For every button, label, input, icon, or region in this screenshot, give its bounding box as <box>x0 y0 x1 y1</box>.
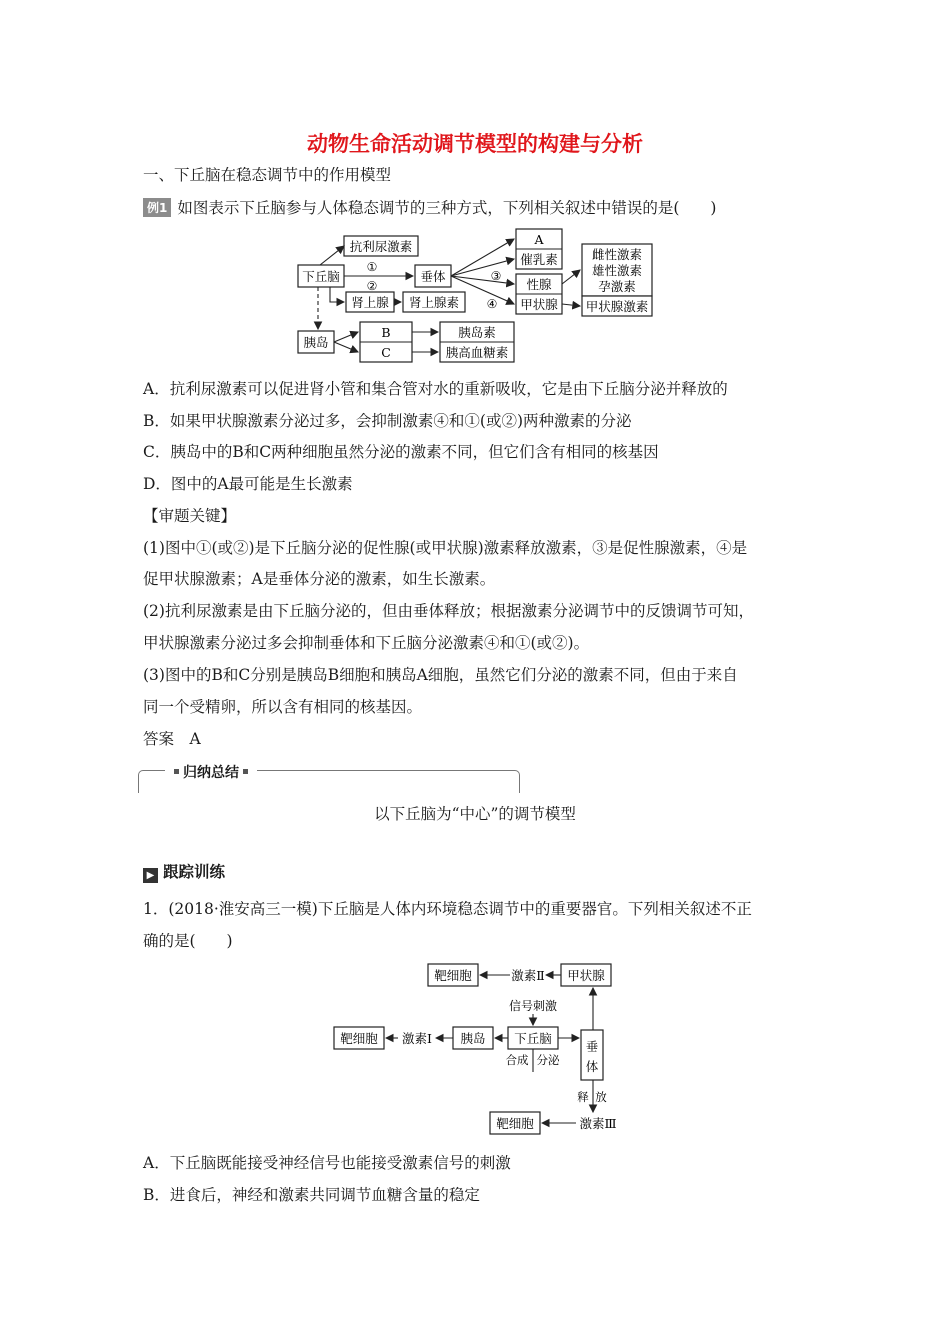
q1-line-2: 确的是( ) <box>143 932 233 950</box>
option-b: B．如果甲状腺激素分泌过多，会抑制激素④和①(或②)两种激素的分泌 <box>143 412 632 430</box>
d2-pituitary-top: 垂 <box>585 1039 599 1054</box>
d1-b: B <box>381 325 391 340</box>
key-line-4: 甲状腺激素分泌过多会抑制垂体和下丘脑分泌激素④和①(或②)。 <box>143 634 590 652</box>
key-line-3: (2)抗利尿激素是由下丘脑分泌的，但由垂体释放；根据激素分泌调节中的反馈调节可知， <box>143 602 754 620</box>
option-a: A．抗利尿激素可以促进肾小管和集合管对水的重新吸收，它是由下丘脑分泌并释放的 <box>143 380 728 398</box>
d1-gonad: 性腺 <box>526 277 552 292</box>
d2-hormone2: 激素Ⅱ <box>511 968 545 983</box>
d1-num3: ③ <box>490 269 502 283</box>
d1-a: A <box>534 232 544 247</box>
d2-synthesis: 合成 <box>505 1053 529 1067</box>
example-tag: 例1 <box>143 198 171 217</box>
play-icon: ▶ <box>143 868 158 883</box>
d2-signal: 信号刺激 <box>508 999 558 1013</box>
key-line-2: 促甲状腺激素；A是垂体分泌的激素，如生长激素。 <box>143 570 496 588</box>
summary-label: 归纳总结 <box>165 762 257 782</box>
key-line-6: 同一个受精卵，所以含有相同的核基因。 <box>143 698 423 716</box>
key-heading: 【审题关键】 <box>143 507 237 525</box>
d1-glucagon: 胰高血糖素 <box>445 345 509 360</box>
d1-num2: ② <box>366 279 378 293</box>
d2-target-cell-bottom: 靶细胞 <box>496 1116 534 1131</box>
d2-thyroid: 甲状腺 <box>567 968 605 983</box>
d1-adrenal: 肾上腺 <box>351 295 389 310</box>
d1-hypothalamus: 下丘脑 <box>302 269 340 284</box>
d2-release-b: 放 <box>595 1090 607 1104</box>
q1-option-a: A．下丘脑既能接受神经信号也能接受激素信号的刺激 <box>143 1154 511 1172</box>
d2-target-cell-left: 靶细胞 <box>340 1031 378 1046</box>
d1-progesterone: 孕激素 <box>598 279 636 294</box>
d1-estrogen: 雌性激素 <box>591 247 643 262</box>
d1-adh: 抗利尿激素 <box>349 239 413 254</box>
d1-prolactin: 催乳素 <box>520 252 558 267</box>
d2-pituitary-bottom: 体 <box>585 1059 599 1074</box>
d1-thyroxine: 甲状腺激素 <box>585 299 649 314</box>
key-line-5: (3)图中的B和C分别是胰岛B细胞和胰岛A细胞，虽然它们分泌的激素不同，但由于来自 <box>143 666 738 684</box>
d1-c: C <box>381 345 391 360</box>
d2-target-cell-top: 靶细胞 <box>434 968 472 983</box>
d1-num1: ① <box>366 260 378 274</box>
d2-islet: 胰岛 <box>460 1031 486 1046</box>
d1-androgen: 雄性激素 <box>591 263 643 278</box>
page-title: 动物生命活动调节模型的构建与分析 <box>307 132 643 156</box>
d2-hormone3: 激素Ⅲ <box>579 1116 617 1131</box>
d1-num4: ④ <box>486 297 498 311</box>
d2-hypothalamus: 下丘脑 <box>514 1031 552 1046</box>
d2-release-a: 释 <box>577 1090 589 1104</box>
example-text: 如图表示下丘脑参与人体稳态调节的三种方式，下列相关叙述中错误的是( ) <box>177 199 717 217</box>
d1-adrenaline: 肾上腺素 <box>408 295 460 310</box>
section-heading: 一、下丘脑在稳态调节中的作用模型 <box>143 166 392 184</box>
d1-islet: 胰岛 <box>303 335 329 350</box>
q1-option-b: B．进食后，神经和激素共同调节血糖含量的稳定 <box>143 1186 480 1204</box>
summary-caption: 以下丘脑为“中心”的调节模型 <box>374 805 576 823</box>
d2-hormone1: 激素Ⅰ <box>402 1031 432 1046</box>
answer: 答案 A <box>143 730 201 748</box>
d1-insulin: 胰岛素 <box>458 325 496 340</box>
d1-thyroid: 甲状腺 <box>520 297 558 312</box>
d1-pituitary: 垂体 <box>420 269 446 284</box>
option-c: C．胰岛中的B和C两种细胞虽然分泌的激素不同，但它们含有相同的核基因 <box>143 443 659 461</box>
option-d: D．图中的A最可能是生长激素 <box>143 475 353 493</box>
q1-line-1: 1．(2018·淮安高三一模)下丘脑是人体内环境稳态调节中的重要器官。下列相关叙述不正 <box>143 900 752 918</box>
key-line-1: (1)图中①(或②)是下丘脑分泌的促性腺(或甲状腺)激素释放激素，③是促性腺激素，④是 <box>143 539 748 557</box>
d2-secretion: 分泌 <box>536 1053 560 1067</box>
tracking-heading: ▶ 跟踪训练 <box>143 860 225 883</box>
